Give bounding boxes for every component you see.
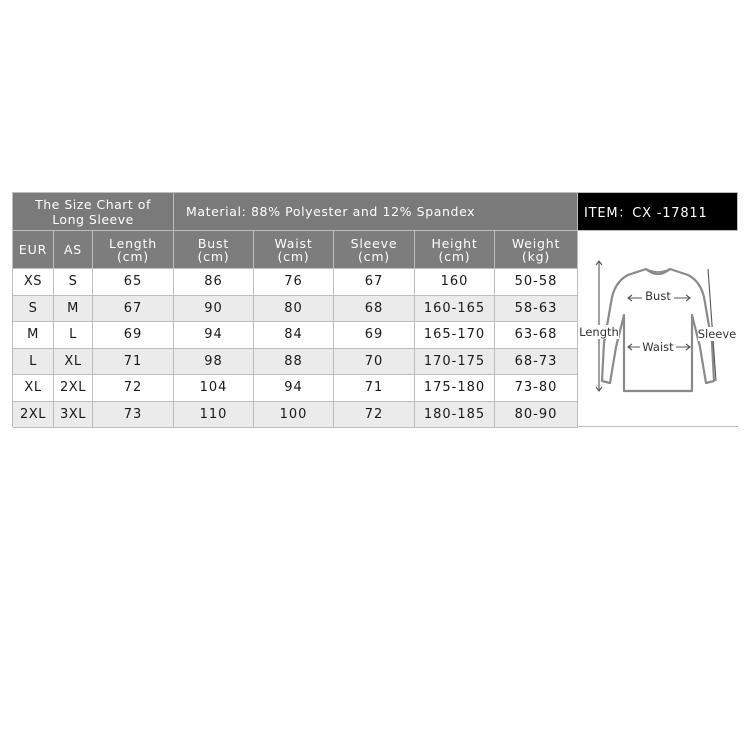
- column-header-bust-line: (cm): [197, 248, 230, 264]
- table-cell-as: M: [54, 296, 93, 323]
- material-info: Material: 88% Polyester and 12% Spandex: [174, 193, 578, 231]
- table-cell-height: 175-180: [415, 375, 495, 402]
- long-sleeve-shirt-icon: [578, 231, 738, 426]
- table-cell-sleeve: 67: [334, 269, 415, 296]
- table-cell-eur: XS: [13, 269, 54, 296]
- table-cell-height: 170-175: [415, 349, 495, 376]
- chart-title-line-1: The Size Chart of: [35, 196, 151, 212]
- table-cell-bust: 110: [174, 402, 254, 429]
- table-cell-as: 3XL: [54, 402, 93, 429]
- table-cell-as: 2XL: [54, 375, 93, 402]
- column-header-height-line: Height: [431, 235, 478, 251]
- table-cell-length: 67: [93, 296, 174, 323]
- table-cell-waist: 94: [254, 375, 334, 402]
- table-cell-height: 160: [415, 269, 495, 296]
- table-cell-as: L: [54, 322, 93, 349]
- table-cell-as: S: [54, 269, 93, 296]
- table-cell-waist: 76: [254, 269, 334, 296]
- table-cell-sleeve: 69: [334, 322, 415, 349]
- column-header-bust-line: Bust: [197, 235, 230, 251]
- table-cell-weight: 58-63: [495, 296, 578, 323]
- table-cell-length: 69: [93, 322, 174, 349]
- column-header-waist: [254, 231, 334, 269]
- table-cell-height: 165-170: [415, 322, 495, 349]
- item-code: ITEM：CX -17811: [578, 193, 738, 231]
- column-header-waist-line: Waist: [274, 235, 313, 251]
- size-chart: [12, 192, 738, 427]
- measurement-diagram: [578, 231, 738, 426]
- column-header-bust: [174, 231, 254, 269]
- table-cell-waist: 84: [254, 322, 334, 349]
- column-header-height: [415, 231, 495, 269]
- length-label: Length: [579, 325, 619, 339]
- sleeve-label: Sleeve: [697, 327, 737, 341]
- table-cell-height: 180-185: [415, 402, 495, 429]
- column-header-waist-line: (cm): [277, 248, 310, 264]
- table-cell-sleeve: 72: [334, 402, 415, 429]
- column-header-weight-line: (kg): [521, 248, 551, 264]
- table-cell-waist: 80: [254, 296, 334, 323]
- column-header-weight: [495, 231, 578, 269]
- table-cell-eur: 2XL: [13, 402, 54, 429]
- table-cell-weight: 73-80: [495, 375, 578, 402]
- table-cell-waist: 100: [254, 402, 334, 429]
- table-cell-bust: 104: [174, 375, 254, 402]
- table-cell-weight: 80-90: [495, 402, 578, 429]
- table-cell-waist: 88: [254, 349, 334, 376]
- table-cell-eur: XL: [13, 375, 54, 402]
- column-header-sleeve: [334, 231, 415, 269]
- column-header-eur: [13, 231, 54, 269]
- chart-title: [13, 193, 174, 231]
- table-cell-bust: 94: [174, 322, 254, 349]
- column-header-sleeve-line: Sleeve: [350, 235, 398, 251]
- column-header-weight-line: Weight: [511, 235, 561, 251]
- table-cell-bust: 98: [174, 349, 254, 376]
- table-cell-eur: S: [13, 296, 54, 323]
- table-cell-length: 73: [93, 402, 174, 429]
- column-header-height-line: (cm): [438, 248, 471, 264]
- table-cell-bust: 90: [174, 296, 254, 323]
- chart-title-line-2: Long Sleeve: [52, 211, 134, 227]
- table-cell-length: 65: [93, 269, 174, 296]
- table-cell-weight: 63-68: [495, 322, 578, 349]
- waist-label: Waist: [642, 340, 674, 354]
- column-header-eur-line: EUR: [18, 242, 48, 257]
- table-cell-length: 71: [93, 349, 174, 376]
- table-cell-eur: L: [13, 349, 54, 376]
- column-header-length-line: (cm): [116, 248, 149, 264]
- table-cell-weight: 68-73: [495, 349, 578, 376]
- column-header-length-line: Length: [109, 235, 157, 251]
- column-header-as: [54, 231, 93, 269]
- column-header-as-line: AS: [63, 242, 83, 257]
- table-cell-bust: 86: [174, 269, 254, 296]
- table-cell-weight: 50-58: [495, 269, 578, 296]
- bust-label: Bust: [645, 289, 671, 303]
- table-cell-eur: M: [13, 322, 54, 349]
- table-cell-sleeve: 70: [334, 349, 415, 376]
- column-header-sleeve-line: (cm): [357, 248, 390, 264]
- table-cell-sleeve: 68: [334, 296, 415, 323]
- table-cell-sleeve: 71: [334, 375, 415, 402]
- table-cell-length: 72: [93, 375, 174, 402]
- column-header-length: [93, 231, 174, 269]
- table-cell-as: XL: [54, 349, 93, 376]
- table-cell-height: 160-165: [415, 296, 495, 323]
